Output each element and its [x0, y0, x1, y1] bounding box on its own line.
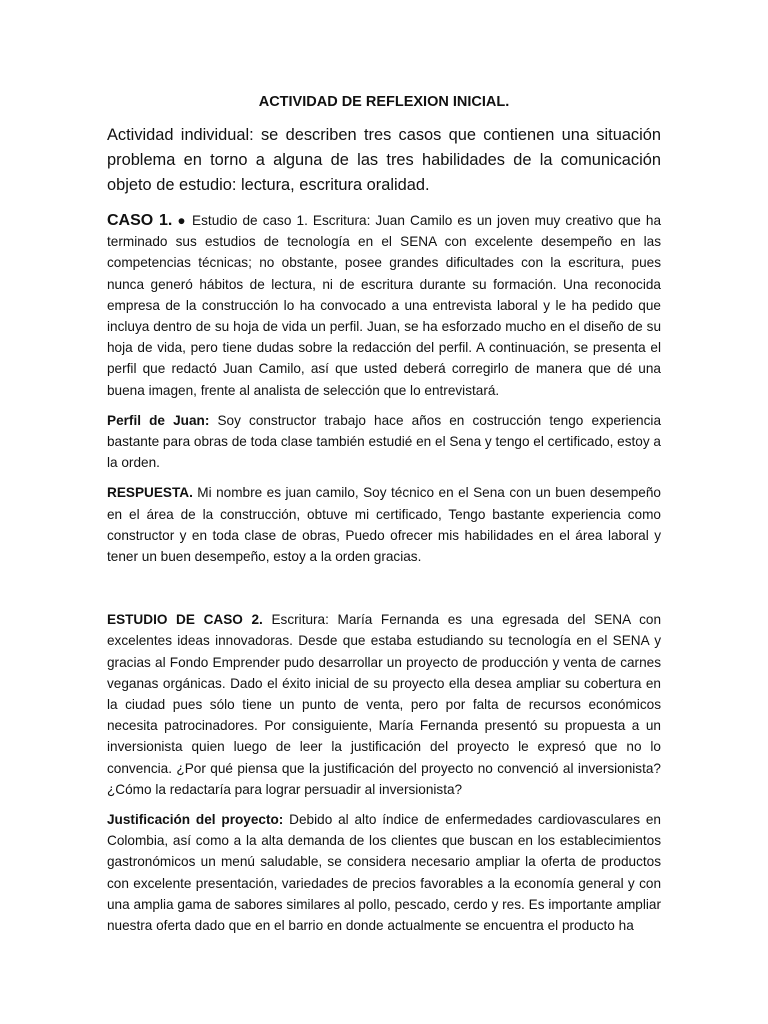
justificacion-text: Debido al alto índice de enfermedades cardiovasculares en Colombia, así como a la alta demanda de los clientes que buscan en los establecimientos gastronómicos un menú saludable, se considera necesario ampliar la oferta de productos con excelente presentación, variedades de precios favorables a la economía general y con una amplia gama de sabores similares al pollo, pescado, cerdo y res. Es importante ampliar nuestra oferta dado que en el barrio en donde actualmente se encuentra el producto ha [107, 812, 661, 934]
justificacion-paragraph [107, 809, 661, 936]
perfil-label: Perfil de Juan: [107, 412, 210, 428]
caso-2-paragraph [107, 609, 661, 800]
perfil-text: Soy constructor trabajo hace años en costrucción tengo experiencia bastante para obras de toda clase también estudié en el Sena y tengo el certificado, estoy a la orden. [107, 412, 661, 471]
respuesta-paragraph [107, 482, 661, 567]
perfil-paragraph [107, 410, 661, 474]
respuesta-label: RESPUESTA. [107, 485, 193, 501]
caso-1-text: ● Estudio de caso 1. Escritura: Juan Camilo es un joven muy creativo que ha terminado sus estudios de tecnología en el SENA con excelente desempeño en las competencias técnicas; no obstante, posee grandes dificultades con la escritura, pues nunca generó hábitos de lectura, ni de escritura durante su formación. Una reconocida empresa de la construcción lo ha convocado a una entrevista laboral y le ha pedido que incluya dentro de su hoja de vida un perfil. Juan, se ha esforzado mucho en el diseño de su hoja de vida, pero tiene dudas sobre la redacción del perfil. A continuación, se presenta el perfil que redactó Juan Camilo, así que usted deberá corregirlo de manera que dé una buena imagen, frente al analista de selección que lo entrevistará. [107, 213, 662, 398]
paragraph-spacer [107, 576, 661, 609]
caso-1-heading: CASO 1. [107, 212, 173, 229]
caso-2-heading: ESTUDIO DE CASO 2. [107, 612, 263, 628]
document-page [107, 92, 661, 945]
justificacion-label: Justificación del proyecto: [107, 812, 284, 828]
intro-paragraph: Actividad individual: se describen tres casos que contienen una situación problema en torno a alguna de las tres habilidades de la comunicación objeto de estudio: lectura, escritura oralidad. [107, 126, 661, 194]
respuesta-text: Mi nombre es juan camilo, Soy técnico en el Sena con un buen desempeño en el área de la construcción, obtuve mi certificado, Tengo bastante experiencia como constructor y en toda clase de obras, Puedo ofrecer mis habilidades en el área laboral y tener un buen desempeño, estoy a la orden gracias. [107, 485, 661, 565]
caso-2-text: Escritura: María Fernanda es una egresada del SENA con excelentes ideas innovadoras. Desde que estaba estudiando su tecnología en el SENA y gracias al Fondo Emprender pudo desarrollar un proyecto de producción y venta de carnes veganas orgánicas. Dado el éxito inicial de su proyecto ella desea ampliar su cobertura en la ciudad pues sólo tiene un punto de venta, pero por falta de recursos económicos necesita patrocinadores. Por consiguiente, María Fernanda presentó su propuesta a un inversionista quien luego de leer la justificación del proyecto le expresó que no lo convencia. ¿Por qué piensa que la justificación del proyecto no convenció al inversionista? ¿Cómo la redactaría para lograr persuadir al inversionista? [107, 612, 661, 797]
caso-1-paragraph [107, 210, 661, 401]
document-title: ACTIVIDAD DE REFLEXION INICIAL. [258, 94, 510, 110]
